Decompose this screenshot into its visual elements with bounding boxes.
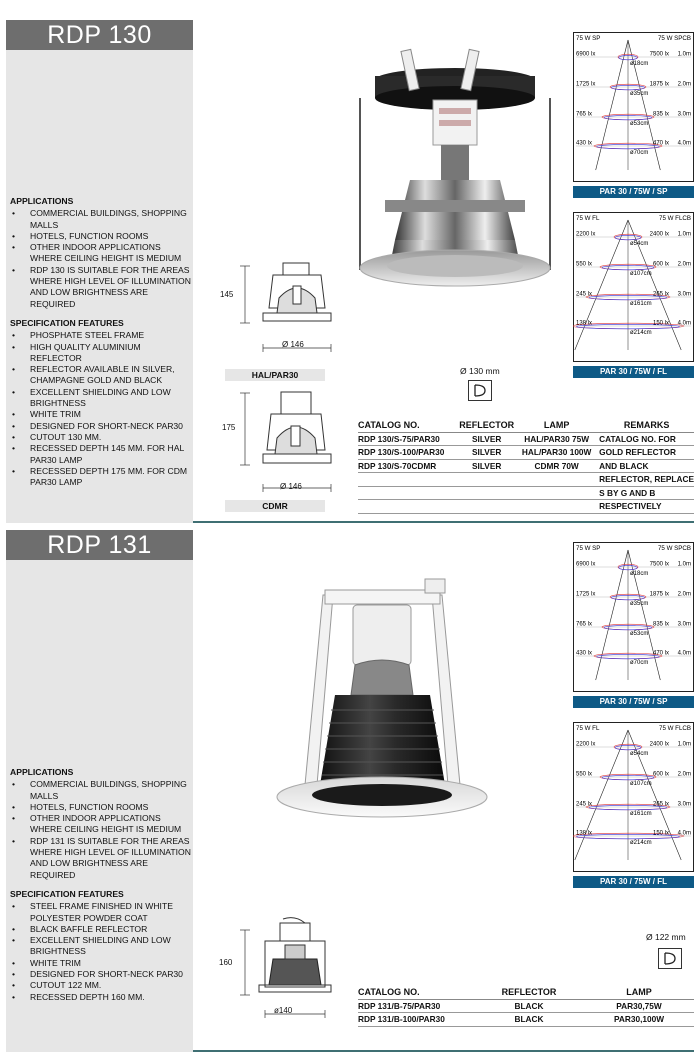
- lux-right: 1875 lx: [649, 81, 669, 88]
- distance-label: 3.0m: [677, 621, 691, 628]
- lux-left: 2200 lx: [576, 231, 596, 238]
- beam-diameter: ø18cm: [630, 61, 649, 67]
- recessed-symbol-icon: [659, 949, 681, 968]
- table-cell: RDP 130/S-100/PAR30: [358, 446, 459, 460]
- list-item: • DESIGNED FOR SHORT-NECK PAR30: [10, 969, 192, 980]
- beam-diameter: ø54cm: [630, 241, 649, 247]
- lux-left: 765 lx: [576, 111, 593, 118]
- table-row: [358, 446, 694, 460]
- distance-label: 1.0m: [677, 51, 691, 58]
- section-divider: [193, 1050, 694, 1052]
- lux-right: 470 lx: [652, 140, 669, 147]
- beam-diameter: ø53cm: [630, 121, 649, 127]
- list-item: • OTHER INDOOR APPLICATIONS WHERE CEILING HEIGHT IS MEDIUM: [10, 242, 192, 265]
- table-cell: SILVER: [459, 432, 514, 446]
- spec-list: [10, 330, 192, 488]
- lux-right: 150 lx: [652, 320, 669, 327]
- lux-right: 265 lx: [652, 801, 669, 808]
- list-item: • WHITE TRIM: [10, 409, 192, 420]
- distance-label: 2.0m: [677, 771, 691, 778]
- table-cell: HAL/PAR30 100W: [514, 446, 599, 460]
- catalog-table-rdp131: [358, 985, 694, 1027]
- spec-list: [10, 901, 192, 1003]
- chart-caption: PAR 30 / 75W / SP: [573, 186, 694, 198]
- lux-left: 2200 lx: [576, 741, 596, 748]
- beam-header-left: 75 W FL: [576, 725, 600, 732]
- beam-diagram: [573, 32, 694, 182]
- product-photo-rdp130: [355, 40, 555, 295]
- list-item: • OTHER INDOOR APPLICATIONS WHERE CEILING HEIGHT IS MEDIUM: [10, 813, 192, 836]
- lux-right: 2400 lx: [649, 231, 669, 238]
- dimension-height: 145: [220, 290, 234, 299]
- table-cell: SILVER: [459, 446, 514, 460]
- table-cell: AND BLACK: [599, 459, 694, 473]
- table-cell: [459, 473, 514, 487]
- beam-diameter: ø35cm: [630, 601, 649, 607]
- lux-right: 1875 lx: [649, 591, 669, 598]
- cutout-label: Ø 130 mm: [460, 366, 500, 376]
- lux-left: 430 lx: [576, 140, 593, 147]
- photometry-chart: [573, 542, 694, 692]
- lux-left: 550 lx: [576, 771, 593, 778]
- dimension-height: 175: [222, 423, 236, 432]
- beam-header-left: 75 W SP: [576, 545, 601, 552]
- table-cell: [358, 500, 459, 514]
- list-item: • RDP 130 IS SUITABLE FOR THE AREAS WHERE HIGH LEVEL OF ILLUMINATION AND LOW BRIGHTNESS ARE REQUIRED: [10, 265, 192, 310]
- lux-right: 2400 lx: [649, 741, 669, 748]
- table-cell: BLACK: [474, 1013, 584, 1027]
- column-header: REMARKS: [599, 418, 694, 432]
- table-row: [358, 486, 694, 500]
- table-cell: GOLD REFLECTOR: [599, 446, 694, 460]
- distance-label: 4.0m: [677, 320, 691, 327]
- applications-list: [10, 779, 192, 881]
- spec-heading: SPECIFICATION FEATURES: [10, 888, 124, 899]
- column-header: CATALOG NO.: [358, 418, 459, 432]
- distance-label: 2.0m: [677, 81, 691, 88]
- drawing-hal-par30: [225, 258, 335, 378]
- beam-diameter: ø70cm: [630, 660, 649, 666]
- beam-diameter: ø214cm: [630, 330, 652, 336]
- lux-left: 245 lx: [576, 291, 593, 298]
- distance-label: 4.0m: [677, 140, 691, 147]
- distance-label: 2.0m: [677, 261, 691, 268]
- lux-right: 600 lx: [652, 771, 669, 778]
- beam-header-right: 75 W FLCB: [659, 725, 691, 732]
- distance-label: 1.0m: [677, 231, 691, 238]
- list-item: • RECESSED DEPTH 145 MM. FOR HAL PAR30 LAMP: [10, 443, 192, 466]
- beam-diameter: ø107cm: [630, 271, 652, 277]
- beam-diameter: ø161cm: [630, 301, 652, 307]
- list-item: • WHITE TRIM: [10, 958, 192, 969]
- product-title-rdp130: RDP 130: [6, 20, 193, 50]
- applications-heading: APPLICATIONS: [10, 767, 74, 777]
- beam-header-left: 75 W FL: [576, 215, 600, 222]
- dimension-height: 160: [219, 958, 233, 967]
- beam-diagram: [573, 542, 694, 692]
- beam-diameter: ø53cm: [630, 631, 649, 637]
- lux-left: 138 lx: [576, 320, 593, 327]
- spec-heading: SPECIFICATION FEATURES: [10, 317, 124, 328]
- beam-diameter: ø54cm: [630, 751, 649, 757]
- photometry-chart: [573, 212, 694, 362]
- table-row: [358, 1013, 694, 1027]
- table-cell: SILVER: [459, 459, 514, 473]
- lux-right: 265 lx: [652, 291, 669, 298]
- cutout-symbol: [468, 380, 492, 401]
- lux-left: 550 lx: [576, 261, 593, 268]
- applications-list: [10, 208, 192, 310]
- beam-header-right: 75 W FLCB: [659, 215, 691, 222]
- spec-block-rdp130: [10, 196, 192, 496]
- dimension-width: Ø 146: [280, 482, 302, 491]
- lux-left: 1725 lx: [576, 81, 596, 88]
- list-item: • HOTELS, FUNCTION ROOMS: [10, 231, 192, 242]
- list-item: • HOTELS, FUNCTION ROOMS: [10, 802, 192, 813]
- dimension-width: ø140: [274, 1006, 293, 1015]
- table-cell: [358, 473, 459, 487]
- dimension-width: Ø 146: [282, 340, 304, 349]
- list-item: • PHOSPHATE STEEL FRAME: [10, 330, 192, 341]
- list-item: • BLACK BAFFLE REFLECTOR: [10, 924, 192, 935]
- table-cell: BLACK: [474, 999, 584, 1013]
- list-item: • CUTOUT 122 MM.: [10, 980, 192, 991]
- applications-heading: APPLICATIONS: [10, 196, 74, 206]
- list-item: • EXCELLENT SHIELDING AND LOW BRIGHTNESS: [10, 935, 192, 958]
- table-cell: [358, 486, 459, 500]
- lux-left: 245 lx: [576, 801, 593, 808]
- table-row: [358, 999, 694, 1013]
- chart-caption: PAR 30 / 75W / SP: [573, 696, 694, 708]
- list-item: • DESIGNED FOR SHORT-NECK PAR30: [10, 421, 192, 432]
- list-item: • EXCELLENT SHIELDING AND LOW BRIGHTNESS: [10, 387, 192, 410]
- spec-block-rdp131: [10, 767, 192, 1011]
- table-cell: [514, 473, 599, 487]
- beam-diameter: ø70cm: [630, 150, 649, 156]
- beam-diameter: ø107cm: [630, 781, 652, 787]
- table-cell: S BY G AND B: [599, 486, 694, 500]
- column-header: CATALOG NO.: [358, 985, 474, 999]
- list-item: • REFLECTOR AVAILABLE IN SILVER, CHAMPAGNE GOLD AND BLACK: [10, 364, 192, 387]
- beam-header-left: 75 W SP: [576, 35, 601, 42]
- list-item: • RDP 131 IS SUITABLE FOR THE AREAS WHERE HIGH LEVEL OF ILLUMINATION AND LOW BRIGHTNESS ARE REQUIRED: [10, 836, 192, 881]
- beam-diameter: ø35cm: [630, 91, 649, 97]
- table-cell: [514, 500, 599, 514]
- lux-left: 1725 lx: [576, 591, 596, 598]
- table-row: [358, 473, 694, 487]
- beam-diameter: ø161cm: [630, 811, 652, 817]
- table-cell: PAR30,100W: [584, 1013, 694, 1027]
- list-item: • RECESSED DEPTH 175 MM. FOR CDM PAR30 LAMP: [10, 466, 192, 489]
- distance-label: 3.0m: [677, 291, 691, 298]
- beam-header-right: 75 W SPCB: [657, 35, 691, 42]
- lux-right: 150 lx: [652, 830, 669, 837]
- list-item: • COMMERCIAL BUILDINGS, SHOPPING MALLS: [10, 779, 192, 802]
- list-item: • STEEL FRAME FINISHED IN WHITE POLYESTER POWDER COAT: [10, 901, 192, 924]
- distance-label: 1.0m: [677, 741, 691, 748]
- cutout-label: Ø 122 mm: [646, 932, 686, 942]
- distance-label: 3.0m: [677, 801, 691, 808]
- beam-diameter: ø18cm: [630, 571, 649, 577]
- lux-left: 138 lx: [576, 830, 593, 837]
- table-cell: [459, 486, 514, 500]
- table-row: [358, 432, 694, 446]
- photometry-chart: [573, 32, 694, 182]
- list-item: • CUTOUT 130 MM.: [10, 432, 192, 443]
- column-header: LAMP: [514, 418, 599, 432]
- lux-left: 765 lx: [576, 621, 593, 628]
- drawing-caption: CDMR: [225, 500, 325, 512]
- lux-right: 835 lx: [652, 621, 669, 628]
- table-cell: RDP 130/S-75/PAR30: [358, 432, 459, 446]
- table-cell: RDP 130/S-70CDMR: [358, 459, 459, 473]
- lux-right: 835 lx: [652, 111, 669, 118]
- lux-left: 6900 lx: [576, 51, 596, 58]
- table-cell: RDP 131/B-100/PAR30: [358, 1013, 474, 1027]
- column-header: REFLECTOR: [459, 418, 514, 432]
- lux-right: 7500 lx: [649, 51, 669, 58]
- distance-label: 3.0m: [677, 111, 691, 118]
- lux-left: 430 lx: [576, 650, 593, 657]
- list-item: • HIGH QUALITY ALUMINIUM REFLECTOR: [10, 342, 192, 365]
- chart-caption: PAR 30 / 75W / FL: [573, 366, 694, 378]
- table-cell: [459, 500, 514, 514]
- beam-diameter: ø214cm: [630, 840, 652, 846]
- drawing-caption: HAL/PAR30: [225, 369, 325, 381]
- distance-label: 1.0m: [677, 561, 691, 568]
- list-item: • COMMERCIAL BUILDINGS, SHOPPING MALLS: [10, 208, 192, 231]
- column-header: LAMP: [584, 985, 694, 999]
- table-cell: RDP 131/B-75/PAR30: [358, 999, 474, 1013]
- list-item: • RECESSED DEPTH 160 MM.: [10, 992, 192, 1003]
- section-divider: [193, 521, 694, 523]
- lux-left: 6900 lx: [576, 561, 596, 568]
- table-cell: [514, 486, 599, 500]
- cutout-symbol: [658, 948, 682, 969]
- beam-header-right: 75 W SPCB: [657, 545, 691, 552]
- distance-label: 2.0m: [677, 591, 691, 598]
- recessed-symbol-icon: [469, 381, 491, 400]
- lux-right: 7500 lx: [649, 561, 669, 568]
- table-row: [358, 459, 694, 473]
- product-photo-rdp131: [275, 575, 490, 845]
- photometry-chart: [573, 722, 694, 872]
- product-title-rdp131: RDP 131: [6, 530, 193, 560]
- table-header-row: [358, 418, 694, 432]
- table-cell: CATALOG NO. FOR: [599, 432, 694, 446]
- table-cell: HAL/PAR30 75W: [514, 432, 599, 446]
- lux-right: 470 lx: [652, 650, 669, 657]
- table-header-row: [358, 985, 694, 999]
- chart-caption: PAR 30 / 75W / FL: [573, 876, 694, 888]
- catalog-table-rdp130: [358, 418, 694, 514]
- table-cell: REFLECTOR, REPLACE: [599, 474, 694, 485]
- distance-label: 4.0m: [677, 650, 691, 657]
- table-cell: PAR30,75W: [584, 999, 694, 1013]
- column-header: REFLECTOR: [474, 985, 584, 999]
- table-cell: CDMR 70W: [514, 459, 599, 473]
- beam-diagram: [573, 212, 694, 362]
- table-row: [358, 500, 694, 514]
- table-cell: RESPECTIVELY: [599, 500, 694, 514]
- beam-diagram: [573, 722, 694, 872]
- distance-label: 4.0m: [677, 830, 691, 837]
- lux-right: 600 lx: [652, 261, 669, 268]
